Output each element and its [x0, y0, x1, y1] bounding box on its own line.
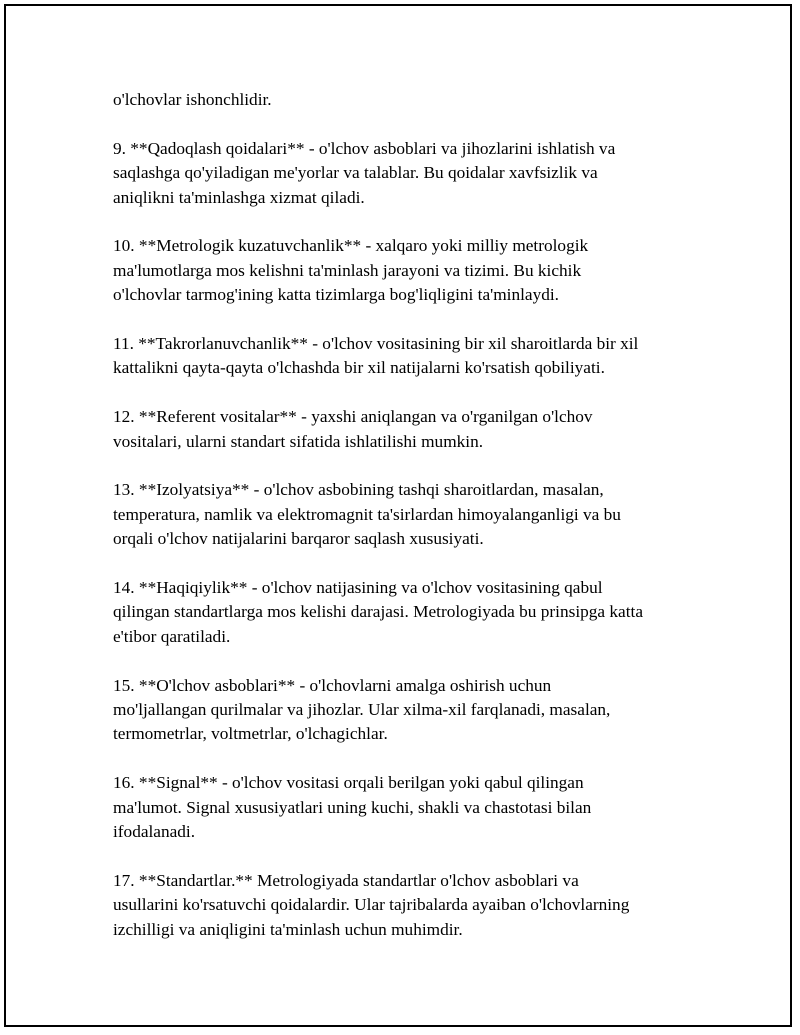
text-line: 11. **Takrorlanuvchanlik** - o'lchov vositasining bir xil sharoitlarda bir xil — [113, 334, 639, 354]
text-line: 15. **O'lchov asboblari** - o'lchovlarni amalga oshirish uchun — [113, 675, 552, 695]
paragraph-item-13 — [113, 478, 713, 551]
text-line: ifodalanadi. — [113, 822, 196, 842]
text-line: ma'lumot. Signal xususiyatlari uning kuchi, shakli va chastotasi bilan — [113, 797, 592, 817]
paragraph-item-14 — [113, 576, 713, 649]
text-line: izchilligi va aniqligini ta'minlash uchun muhimdir. — [113, 919, 463, 939]
paragraph-item-12 — [113, 405, 713, 454]
text-line: orqali o'lchov natijalarini barqaror saqlash xususiyati. — [113, 529, 484, 549]
text-line: temperatura, namlik va elektromagnit ta'sirlardan himoyalanganligi va bu — [113, 504, 621, 524]
text-line: usullarini ko'rsatuvchi qoidalardir. Ular tajribalarda ayaiban o'lchovlarning — [113, 895, 630, 915]
text-line: kattalikni qayta-qayta o'lchashda bir xil natijalarni ko'rsatish qobiliyati. — [113, 358, 605, 378]
text-line: o'lchovlar tarmog'ining katta tizimlarga bog'liqligini ta'minlaydi. — [113, 285, 559, 305]
paragraph-item-15 — [113, 674, 713, 747]
text-line: 14. **Haqiqiylik** - o'lchov natijasining va o'lchov vositasining qabul — [113, 578, 603, 598]
text-line: 12. **Referent vositalar** - yaxshi aniqlangan va o'rganilgan o'lchov — [113, 407, 593, 427]
paragraph-continuation — [113, 88, 713, 112]
text-line: 9. **Qadoqlash qoidalari** - o'lchov asboblari va jihozlarini ishlatish va — [113, 138, 616, 158]
paragraph-item-17 — [113, 869, 713, 942]
text-line: o'lchovlar ishonchlidir. — [113, 90, 272, 109]
text-line: vositalari, ularni standart sifatida ishlatilishi mumkin. — [113, 431, 484, 451]
document-body — [113, 88, 713, 966]
text-line: ma'lumotlarga mos kelishni ta'minlash jarayoni va tizimi. Bu kichik — [113, 260, 582, 280]
text-line: mo'ljallangan qurilmalar va jihozlar. Ular xilma-xil farqlanadi, masalan, — [113, 700, 611, 720]
paragraph-item-16 — [113, 771, 713, 844]
text-line: 17. **Standartlar.** Metrologiyada standartlar o'lchov asboblari va — [113, 870, 579, 890]
text-line: aniqlikni ta'minlashga xizmat qiladi. — [113, 187, 365, 207]
text-line: 13. **Izolyatsiya** - o'lchov asbobining tashqi sharoitlardan, masalan, — [113, 480, 604, 500]
paragraph-item-9 — [113, 137, 713, 210]
text-line: termometrlar, voltmetrlar, o'lchagichlar. — [113, 724, 388, 744]
text-line: saqlashga qo'yiladigan me'yorlar va talablar. Bu qoidalar xavfsizlik va — [113, 163, 598, 183]
paragraph-item-10 — [113, 234, 713, 307]
text-line: e'tibor qaratiladi. — [113, 626, 231, 646]
text-line: qilingan standartlarga mos kelishi darajasi. Metrologiyada bu prinsipga katta — [113, 602, 643, 622]
text-line: 10. **Metrologik kuzatuvchanlik** - xalqaro yoki milliy metrologik — [113, 236, 589, 256]
text-line: 16. **Signal** - o'lchov vositasi orqali berilgan yoki qabul qilingan — [113, 773, 584, 793]
paragraph-item-11 — [113, 332, 713, 381]
